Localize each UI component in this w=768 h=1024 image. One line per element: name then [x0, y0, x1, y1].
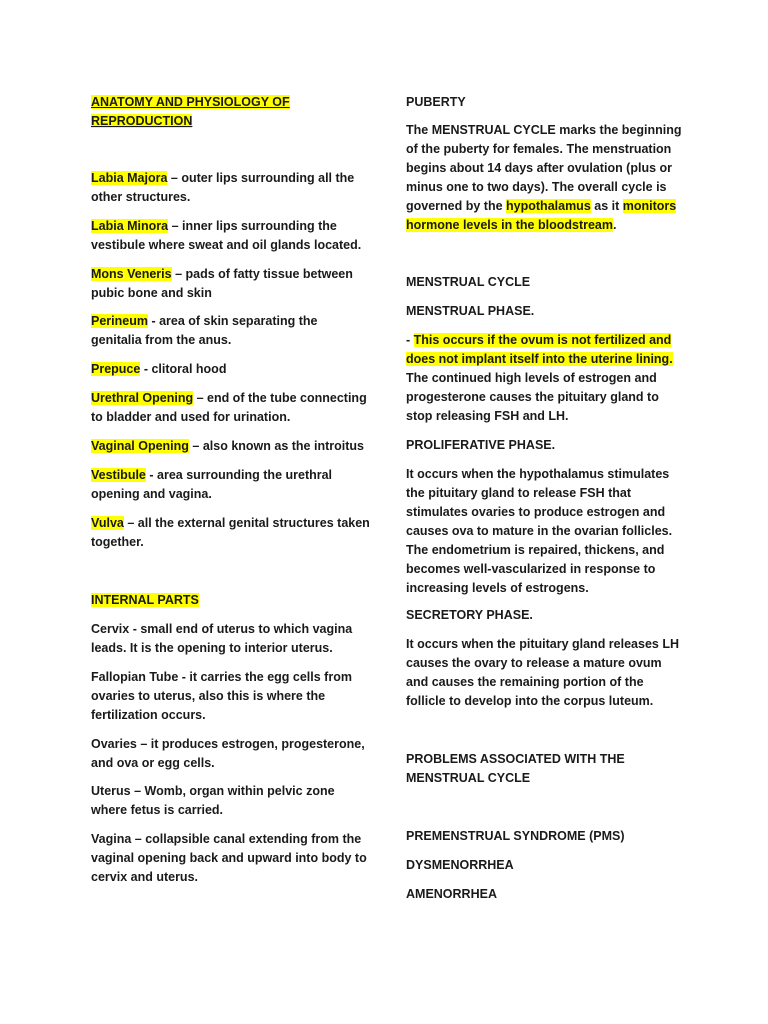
document-title [91, 93, 371, 131]
puberty-paragraph [406, 121, 682, 235]
internal-uterus: Uterus – Womb, organ within pelvic zone where fetus is carried. [91, 784, 335, 817]
dash: - [406, 333, 414, 347]
term-definition: – also known as the introitus [188, 439, 364, 453]
puberty-text: The MENSTRUAL CYCLE marks the beginning of the puberty for females. The menstruation begins about 14 days after ovulation (plus or minus one to two days). The overall cycle is governed by the [406, 123, 682, 213]
term-label: Mons Veneris [91, 267, 172, 281]
term-perineum [91, 312, 371, 350]
term-prepuce [91, 360, 371, 379]
term-label: Vestibule [91, 468, 146, 482]
internal-vagina: Vagina – collapsible canal extending from the vaginal opening back and upward into body to cervix and uterus. [91, 832, 367, 884]
puberty-text: . [613, 218, 617, 232]
term-label: Vaginal Opening [91, 439, 189, 453]
internal-parts-label: INTERNAL PARTS [91, 593, 199, 607]
term-vestibule [91, 466, 371, 504]
term-definition: – outer lips surrounding all the other structures. [91, 171, 355, 204]
term-vulva [91, 514, 371, 552]
internal-fallopian-tube: Fallopian Tube - it carries the egg cells from ovaries to uterus, also this is where the fertilization occurs. [91, 670, 352, 722]
term-label: Labia Majora [91, 171, 168, 185]
problems-heading: PROBLEMS ASSOCIATED WITH THE MENSTRUAL CYCLE [406, 752, 625, 785]
term-mons-veneris [91, 265, 371, 303]
term-definition: – end of the tube connecting to bladder and used for urination. [91, 391, 367, 424]
highlight-monitors-hormone: monitors hormone levels in the bloodstream [406, 199, 677, 232]
secretory-paragraph: It occurs when the pituitary gland releases LH causes the ovary to release a mature ovum and causes the remaining portion of the follicle to develop into the corpus luteum. [406, 637, 679, 708]
proliferative-paragraph: It occurs when the hypothalamus stimulates the pituitary gland to release FSH that stimulates ovaries to produce estrogen and causes ova to mature in the ovarian follicles. The endometrium is repaired, thickens, and becomes well-vascularized in response to increasing levels of estrogens. [406, 467, 673, 595]
internal-parts-heading [91, 591, 371, 610]
internal-ovaries: Ovaries – it produces estrogen, progesterone, and ova or egg cells. [91, 737, 365, 770]
term-label: Urethral Opening [91, 391, 194, 405]
term-label: Labia Minora [91, 219, 169, 233]
problem-dysmenorrhea: DYSMENORRHEA [406, 858, 514, 872]
term-definition: - area of skin separating the genitalia from the anus. [91, 314, 318, 347]
term-labia-majora [91, 169, 371, 207]
problem-amenorrhea: AMENORRHEA [406, 887, 497, 901]
term-definition: – inner lips surrounding the vestibule where sweat and oil glands located. [91, 219, 362, 252]
menstrual-cycle-heading: MENSTRUAL CYCLE [406, 275, 531, 289]
term-definition: – all the external genital structures taken together. [91, 516, 370, 549]
title-line-1: ANATOMY AND PHYSIOLOGY OF [91, 95, 290, 109]
term-labia-minora [91, 217, 371, 255]
term-label: Perineum [91, 314, 148, 328]
term-label: Vulva [91, 516, 124, 530]
internal-cervix: Cervix - small end of uterus to which vagina leads. It is the opening to interior uterus. [91, 622, 353, 655]
puberty-text: as it [590, 199, 623, 213]
term-definition: – pads of fatty tissue between pubic bone and skin [91, 267, 353, 300]
secretory-heading: SECRETORY PHASE. [406, 608, 533, 622]
title-line-2: REPRODUCTION [91, 114, 193, 128]
menstrual-phase-text: The continued high levels of estrogen and progesterone causes the pituitary gland to stop releasing FSH and LH. [406, 371, 659, 423]
highlight-ovum-not-fertilized: This occurs if the ovum is not fertilized and does not implant itself into the uterine lining. [406, 333, 673, 366]
menstrual-phase-paragraph [406, 331, 682, 426]
term-urethral-opening [91, 389, 371, 427]
problem-pms: PREMENSTRUAL SYNDROME (PMS) [406, 829, 625, 843]
highlight-hypothalamus: hypothalamus [506, 199, 591, 213]
term-definition: - clitoral hood [140, 362, 227, 376]
term-vaginal-opening [91, 437, 371, 456]
proliferative-heading: PROLIFERATIVE PHASE. [406, 438, 556, 452]
term-definition: - area surrounding the urethral opening and vagina. [91, 468, 333, 501]
puberty-heading: PUBERTY [406, 95, 466, 109]
menstrual-phase-heading: MENSTRUAL PHASE. [406, 304, 535, 318]
term-label: Prepuce [91, 362, 141, 376]
